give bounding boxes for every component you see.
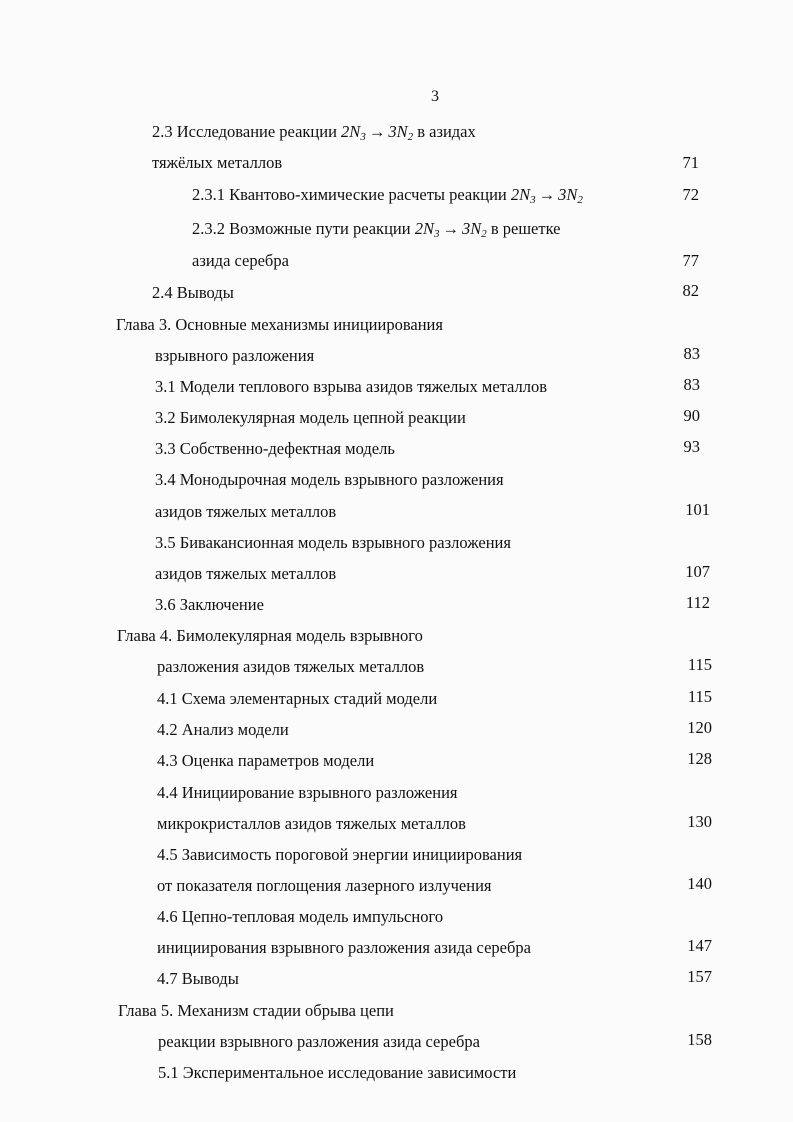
toc-entry-4-5-line1: 4.5 Зависимость пороговой энергии инициирования (157, 845, 523, 864)
toc-entry-4-4-line1: 4.4 Инициирование взрывного разложения (157, 783, 458, 802)
toc-page-4-6: 147 (687, 936, 712, 955)
toc-entry-3-4-line1: 3.4 Монодырочная модель взрывного разложения (155, 470, 504, 489)
toc-entry-3-4-line2: азидов тяжелых металлов (155, 502, 337, 521)
toc-page-2-3-2: 77 (682, 251, 699, 270)
toc-entry-4-6-line2: инициирования взрывного разложения азида серебра (157, 938, 531, 957)
toc-page-2-3: 71 (682, 153, 699, 172)
toc-page-4-1: 115 (687, 687, 712, 706)
toc-page-4-5: 140 (687, 874, 712, 893)
toc-page-3-5: 107 (685, 562, 710, 581)
toc-chapter-4-line1: Глава 4. Бимолекулярная модель взрывного (117, 626, 423, 645)
toc-entry-4-5-line2: от показателя поглощения лазерного излучения (157, 876, 492, 895)
toc-page-2-4: 82 (682, 281, 699, 300)
toc-chapter-3-line2: взрывного разложения (155, 346, 315, 365)
toc-entry-5-1-line1: 5.1 Экспериментальное исследование зависимости (158, 1063, 517, 1082)
toc-entry-3-5-line2: азидов тяжелых металлов (155, 564, 337, 583)
toc-entry-3-2: 3.2 Бимолекулярная модель цепной реакции (155, 408, 466, 427)
toc-chapter-5-line1: Глава 5. Механизм стадии обрыва цепи (118, 1001, 394, 1020)
toc-entry-2-3-1: 2.3.1 Квантово-химические расчеты реакции $2N_3 \to 3N_2$ (192, 185, 583, 206)
toc-entry-3-5-line1: 3.5 Бивакансионная модель взрывного разложения (155, 533, 511, 552)
toc-chapter-4-line2: разложения азидов тяжелых металлов (157, 657, 425, 676)
toc-page-3-1: 83 (683, 375, 700, 394)
toc-entry-4-2: 4.2 Анализ модели (157, 720, 289, 739)
toc-entry-2-3-2-line1: 2.3.2 Возможные пути реакции $2N_3 \to 3N_2$ в решетке (192, 219, 561, 240)
toc-page-4-3: 128 (687, 749, 712, 768)
toc-entry-2-3-line2: тяжёлых металлов (152, 153, 283, 172)
toc-entry-4-6-line1: 4.6 Цепно-тепловая модель импульсного (157, 907, 444, 926)
toc-page-4-2: 120 (687, 718, 712, 737)
toc-entry-4-7: 4.7 Выводы (157, 969, 239, 988)
toc-page-2-3-1: 72 (682, 185, 699, 204)
reaction-formula: $2N_3 \to 3N_2$ (510, 185, 583, 206)
toc-page-3-2: 90 (683, 406, 700, 425)
toc-chapter-5-line2: реакции взрывного разложения азида серебра (158, 1032, 480, 1051)
toc-page-3-3: 93 (683, 437, 700, 456)
reaction-formula: $2N_3 \to 3N_2$ (341, 122, 414, 143)
toc-page-ch4: 115 (687, 655, 712, 674)
toc-entry-2-4: 2.4 Выводы (152, 283, 234, 302)
reaction-formula: $2N_3 \to 3N_2$ (414, 219, 487, 240)
toc-page-ch5: 158 (687, 1030, 712, 1049)
toc-entry-4-4-line2: микрокристаллов азидов тяжелых металлов (157, 814, 466, 833)
toc-entry-3-1: 3.1 Модели теплового взрыва азидов тяжелых металлов (155, 377, 548, 396)
page-number: 3 (431, 88, 439, 105)
toc-chapter-3-line1: Глава 3. Основные механизмы инициирования (116, 315, 443, 334)
toc-page-3-4: 101 (685, 500, 710, 519)
toc-page-ch3: 83 (683, 344, 700, 363)
toc-entry-3-6: 3.6 Заключение (155, 595, 264, 614)
toc-entry-4-3: 4.3 Оценка параметров модели (157, 751, 375, 770)
toc-entry-4-1: 4.1 Схема элементарных стадий модели (157, 689, 438, 708)
toc-entry-2-3-line1: 2.3 Исследование реакции $2N_3 \to 3N_2$ в азидах (152, 122, 476, 143)
toc-page-4-7: 157 (687, 967, 712, 986)
toc-entry-2-3-2-line2: азида серебра (192, 251, 289, 270)
toc-entry-3-3: 3.3 Собственно-дефектная модель (155, 439, 395, 458)
toc-page-4-4: 130 (687, 812, 712, 831)
toc-page-3-6: 112 (685, 593, 710, 612)
